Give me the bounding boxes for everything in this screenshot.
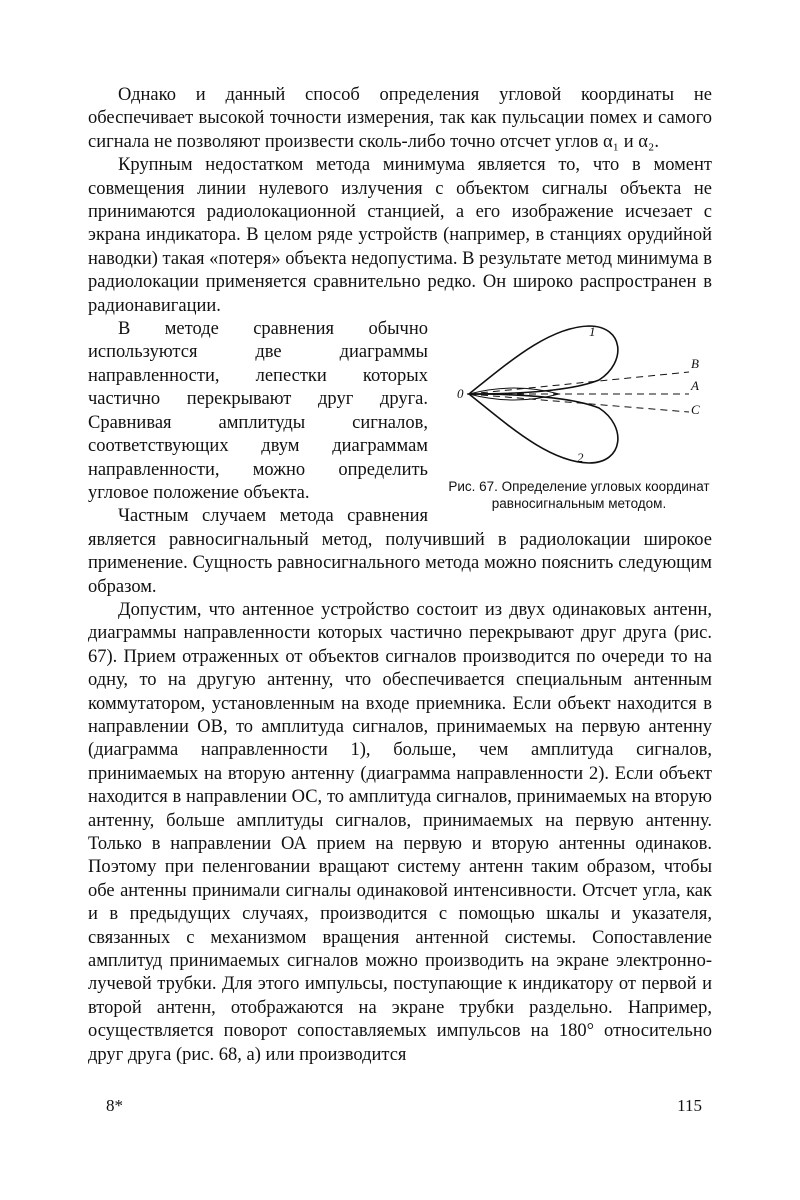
radiation-pattern-diagram [449,322,709,472]
line-ob [469,372,689,394]
book-page [88,84,712,1184]
label-2: 2 [577,450,584,466]
paragraph-3: В методе сравнения обычно используются две диаграммы направленности, лепестки которых частично перекрывают друг друга. Сравнивая амплитуды сигналов, соответствующих двум диаграммам направленности, можно определить угловое положение объекта. [88,319,428,503]
label-a: A [691,378,699,394]
paragraph-5: Допустим, что антенное устройство состоит из двух одинаковых антенн, диаграммы направленности которых частично перекрывают друг друга (рис. 67). Прием отраженных от объектов сигналов производится по очереди то на одну, то на другую антенну, что обеспечивается специальным антенным коммутатором, установленным на входе приемника. Если объект находится в направлении ОВ, то амплитуда сигналов, принимаемых на первую антенну (диаграмма направленности 1), больше, чем амплитуда сигналов, принимаемых на вторую антенну (диаграмма направленности 2). Если объект находится в направлении ОС, то амплитуда сигналов, принимаемых на вторую антенну, больше амплитуды сигналов, принимаемых на первую антенну. Только в направлении ОА прием на первую и вторую антенны одинаков. Поэтому при пеленговании вращают систему антенн таким образом, чтобы обе антенны принимали сигналы одинаковой интенсивности. Отсчет угла, как и в предыдущих случаях, производится с помощью шкалы и указателя, связанных с механизмом вращения антенной системы. Сопоставление амплитуд принимаемых сигналов можно производить на экране электронно-лучевой трубки. Для этого импульсы, поступающие к индикатору от первой и второй антенн, отображаются на экране трубки раздельно. Например, осуществляется поворот сопоставляемых импульсов на 180° относительно друг друга (рис. 68, а) или производится [88,599,712,1065]
paragraph-2: Крупным недостатком метода минимума является то, что в момент совмещения линии нулевого излучения с объектом сигналы объекта не принимаются радиолокационной станцией, а его изображение исчезает с экрана индикатора. В целом ряде устройств (например, в станциях орудийной наводки) такая «потеря» объекта недопустима. В результате метод минимума в радиолокации применяется сравнительно редко. Он широко распространен в радионавигации. [88,155,712,316]
label-c: C [691,402,700,418]
figure-67 [446,322,712,512]
page-footer [88,1094,712,1118]
page-number: 115 [677,1096,702,1115]
lobe-1 [469,326,618,394]
figure-caption: Рис. 67. Определение угловых координат равносигнальным методом. [448,479,710,512]
label-b: B [691,356,699,372]
line-oc [469,394,689,412]
label-o: 0 [457,386,464,402]
paragraph-1: Однако и данный способ определения угловой координаты не обеспечивает высокой точности измерения, так как пульсации помех и самого сигнала не позволяют произвести сколь-либо точно отсчет углов α₁ и α₂. [88,85,712,152]
figure-wrap [88,318,712,599]
paragraph-4: Частным случаем метода сравнения является равносигнальный метод, получивший в радиолокации широкое применение. Сущность равносигнального метода можно пояснить следующим образом. [88,506,712,597]
label-1: 1 [589,324,596,340]
signature-mark: 8* [106,1096,123,1115]
